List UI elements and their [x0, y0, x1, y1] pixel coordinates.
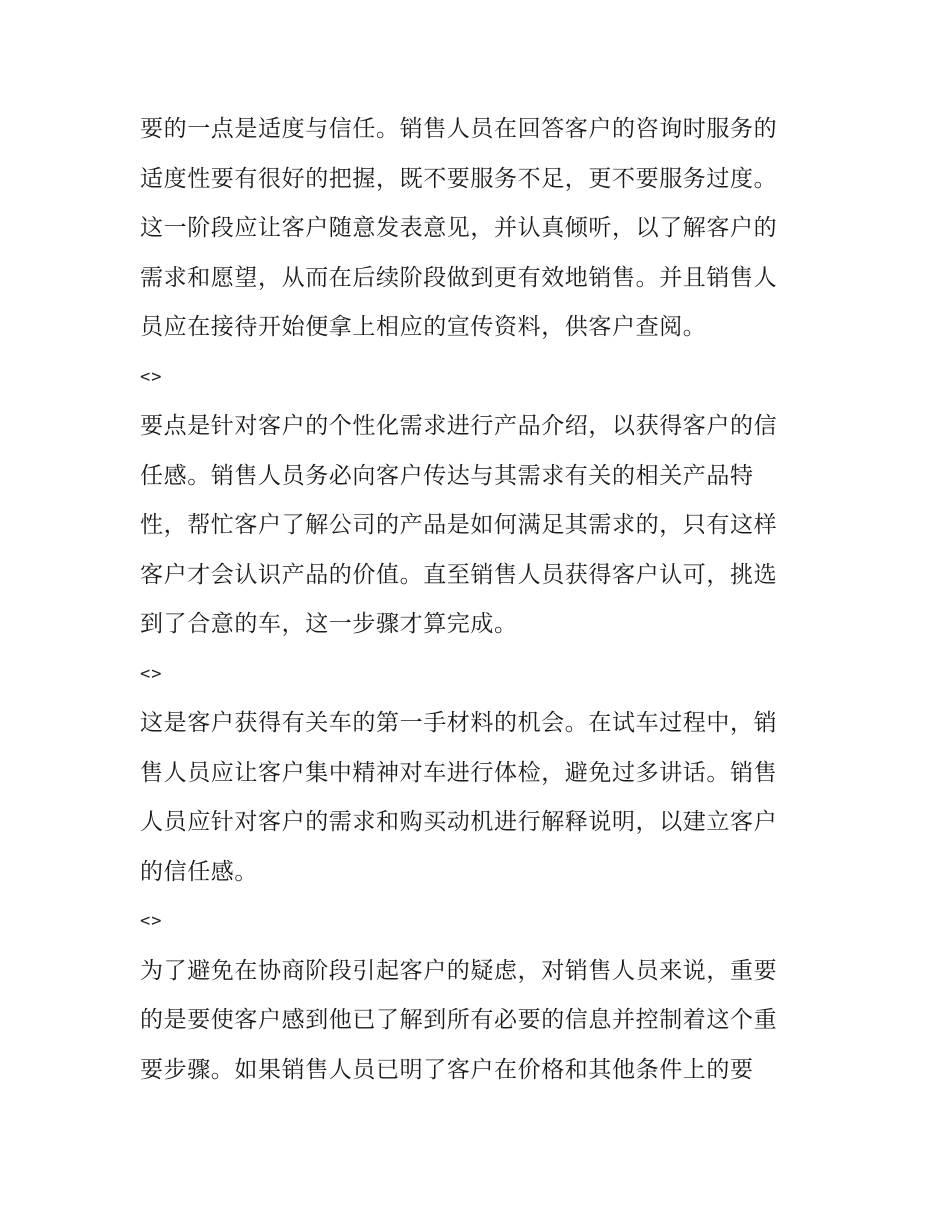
text-line: 到了合意的车，这一步骤才算完成。	[140, 611, 518, 637]
text-line: 性，帮忙客户了解公司的产品是如何满足其需求的，只有这样	[140, 512, 778, 538]
text-line: 要步骤。如果销售人员已明了客户在价格和其他条件上的要	[140, 1056, 754, 1083]
text-line: 为了避免在协商阶段引起客户的疑虑，对销售人员来说，重要	[140, 957, 778, 984]
document-body	[140, 105, 840, 1095]
text-line: 的是要使客户感到他已了解到所有必要的信息并控制着这个重	[140, 1007, 778, 1033]
text-line: 需求和愿望，从而在后续阶段做到更有效地销售。并且销售人	[140, 264, 778, 291]
text-line: 适度性要有很好的把握，既不要服务不足，更不要服务过度。	[140, 165, 778, 192]
text-line: 这一阶段应让客户随意发表意见，并认真倾听，以了解客户的	[140, 215, 778, 241]
paragraph-negotiation	[140, 947, 840, 1096]
text-line: 任感。销售人员务必向客户传达与其需求有关的相关产品特	[140, 462, 754, 489]
text-line: 的信任感。	[140, 858, 258, 885]
text-line: 员应在接待开始便拿上相应的宣传资料，供客户查阅。	[140, 314, 707, 340]
text-line: 要点是针对客户的个性化需求进行产品介绍，以获得客户的信	[140, 413, 778, 439]
section-separator: <>	[140, 663, 163, 684]
text-line: 要的一点是适度与信任。销售人员在回答客户的咨询时服务的	[140, 116, 778, 142]
text-line: 人员应针对客户的需求和购买动机进行解释说明，以建立客户	[140, 809, 778, 835]
paragraph-test-drive	[140, 699, 840, 897]
paragraph-reception	[140, 105, 840, 353]
text-line: 这是客户获得有关车的第一手材料的机会。在试车过程中，销	[140, 710, 778, 736]
section-separator: <>	[140, 911, 163, 931]
section-separator: <>	[140, 366, 163, 387]
paragraph-product-introduction	[140, 402, 840, 650]
text-line: 客户才会认识产品的价值。直至销售人员获得客户认可，挑选	[140, 561, 778, 588]
text-line: 售人员应让客户集中精神对车进行体检，避免过多讲话。销售	[140, 759, 778, 786]
